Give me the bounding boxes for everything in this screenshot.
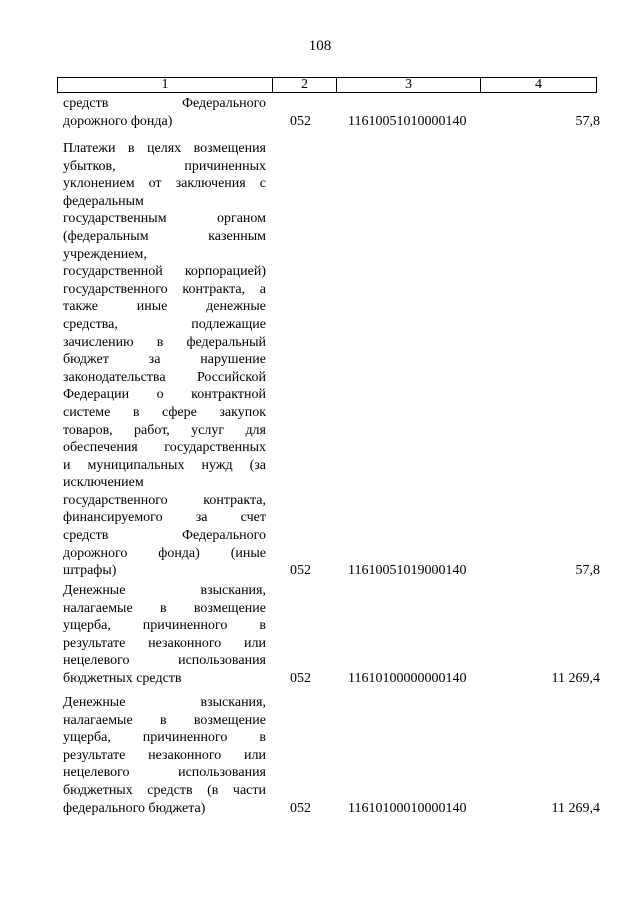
description-line: налагаемые в возмещение xyxy=(63,600,266,616)
description-line: Денежные взыскания, xyxy=(63,583,266,598)
column-header-2: 2 xyxy=(273,78,337,92)
row-code: 052 xyxy=(290,113,311,129)
description-line: средств Федерального xyxy=(63,96,266,111)
description-line: бюджет за нарушение xyxy=(63,352,266,368)
row-amount: 57,8 xyxy=(575,113,600,129)
description-line: ущерба, причиненного в xyxy=(63,730,266,746)
description-line: Платежи в целях возмещения xyxy=(63,141,266,156)
description-line: Федерации о контрактной xyxy=(63,387,266,403)
description-line: средства, подлежащие xyxy=(63,316,266,332)
description-line: федеральным xyxy=(63,193,144,209)
description-line: исключением xyxy=(63,475,144,491)
row-code: 052 xyxy=(290,800,311,816)
description-line: государственного контракта, а xyxy=(63,281,266,297)
description-line: Денежные взыскания, xyxy=(63,695,266,710)
description-line: товаров, работ, услуг для xyxy=(63,422,266,438)
description-line: (федеральным казенным xyxy=(63,228,266,244)
row-description xyxy=(63,140,266,580)
row-kbk: 11610100010000140 xyxy=(348,800,467,816)
row-amount: 11 269,4 xyxy=(551,800,600,816)
row-code: 052 xyxy=(290,671,311,686)
description-line: федерального бюджета) xyxy=(63,800,206,816)
column-header-3: 3 xyxy=(337,78,481,92)
description-line: зачислению в федеральный xyxy=(63,334,266,350)
description-line: убытков, причиненных xyxy=(63,158,266,174)
page-number: 108 xyxy=(308,38,332,54)
description-line: налагаемые в возмещение xyxy=(63,712,266,728)
description-line: учреждением, xyxy=(63,246,147,262)
description-line: уклонением от заключения с xyxy=(63,176,266,192)
description-line: нецелевого использования xyxy=(63,653,266,669)
description-line: бюджетных средств xyxy=(63,670,182,686)
description-line: нецелевого использования xyxy=(63,765,266,781)
table-header xyxy=(57,77,597,93)
description-line: финансируемого за счет xyxy=(63,510,266,526)
description-line: системе в сфере закупок xyxy=(63,404,266,420)
row-amount: 11 269,4 xyxy=(551,671,600,686)
row-description xyxy=(63,694,266,817)
row-kbk: 11610100000000140 xyxy=(348,671,467,686)
description-line: обеспечения государственных xyxy=(63,440,266,456)
description-line: государственного контракта, xyxy=(63,492,266,508)
row-description xyxy=(63,582,266,688)
description-line: законодательства Российской xyxy=(63,369,266,385)
description-line: и муниципальных нужд (за xyxy=(63,457,266,473)
description-line: ущерба, причиненного в xyxy=(63,618,266,634)
row-code: 052 xyxy=(290,563,311,579)
description-line: результате незаконного или xyxy=(63,635,266,651)
description-line: дорожного фонда) xyxy=(63,113,173,129)
description-line: результате незаконного или xyxy=(63,747,266,763)
description-line: средств Федерального xyxy=(63,528,266,544)
row-kbk: 11610051010000140 xyxy=(348,113,467,129)
column-header-1: 1 xyxy=(58,78,273,92)
description-line: также иные денежные xyxy=(63,299,266,315)
row-amount: 57,8 xyxy=(575,563,600,579)
column-header-4: 4 xyxy=(535,77,542,92)
description-line: государственной корпорацией) xyxy=(63,264,266,280)
row-kbk: 11610051019000140 xyxy=(348,563,467,579)
description-line: бюджетных средств (в части xyxy=(63,782,266,798)
description-line: государственным органом xyxy=(63,211,266,227)
description-line: штрафы) xyxy=(63,563,117,579)
row-description xyxy=(63,95,266,130)
description-line: дорожного фонда) (иные xyxy=(63,545,266,561)
